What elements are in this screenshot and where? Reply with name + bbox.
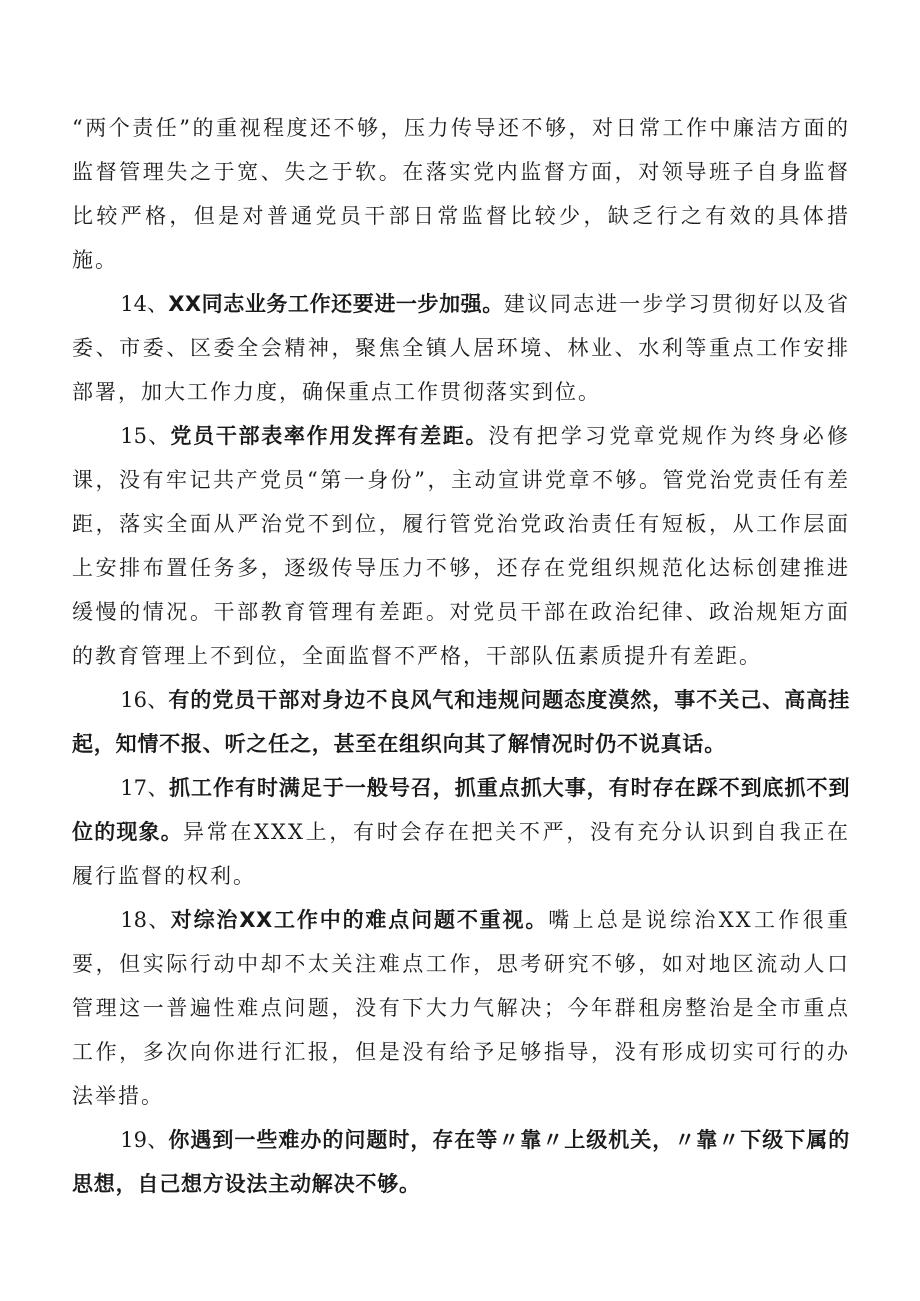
paragraph-body: 嘴上总是说综治XX工作很重要，但实际行动中却不太关注难点工作，思考研究不够，如对地区流动人口管理这一普遍性难点问题，没有下大力气解决；今年群租房整治是全市重点工作，多次向你进行汇报，但是没有给予足够指导，没有形成切实可行的办法举措。	[72, 908, 850, 1108]
paragraph-body: 异常在XXX上，有时会存在把关不严，没有充分认识到自我正在履行监督的权利。	[72, 820, 850, 888]
paragraph-heading: 有的党员干部对身边不良风气和违规问题态度漠然，事不关己、高高挂起，知情不报、听之任之，甚至在组织向其了解情况时仍不说真话。	[72, 688, 850, 756]
paragraph-heading: 抓工作有时满足于一般号召，抓重点抓大事，有时存在踩不到底抓不到位的现象。	[72, 776, 850, 844]
item-number: 16、	[120, 688, 169, 712]
paragraph-heading: XX同志业务工作还要进一步加强。	[168, 292, 504, 316]
paragraph-18	[72, 898, 850, 1118]
paragraph-body: 建议同志进一步学习贯彻好以及省委、市委、区委全会精神，聚焦全镇人居环境、林业、水利等重点工作安排部署，加大工作力度，确保重点工作贯彻落实到位。	[72, 292, 850, 404]
paragraph-15	[72, 414, 850, 678]
paragraph-heading: 你遇到一些难办的问题时，存在等〃靠〃上级机关，〃靠〃下级下属的思想，自己想方设法主动解决不够。	[72, 1128, 850, 1196]
item-number: 17、	[120, 776, 169, 800]
paragraph-14	[72, 282, 850, 414]
item-number: 19、	[120, 1128, 169, 1152]
paragraph-heading: 对综治XX工作中的难点问题不重视。	[170, 908, 549, 932]
paragraph-body: “两个责任”的重视程度还不够，压力传导还不够，对日常工作中廉洁方面的监督管理失之于宽、失之于软。在落实党内监督方面，对领导班子自身监督比较严格，但是对普通党员干部日常监督比较少，缺乏行之有效的具体措施。	[72, 116, 850, 272]
paragraph-19	[72, 1118, 850, 1206]
paragraph-17	[72, 766, 850, 898]
paragraph-13-continuation	[72, 106, 850, 282]
item-number: 18、	[120, 908, 171, 932]
paragraph-heading: 党员干部表率作用发挥有差距。	[170, 424, 489, 448]
paragraph-body: 没有把学习党章党规作为终身必修课，没有牢记共产党员“第一身份”，主动宣讲党章不够。管党治党责任有差距，落实全面从严治党不到位，履行管党治党政治责任有短板，从工作层面上安排布置任务多，逐级传导压力不够，还存在党组织规范化达标创建推进缓慢的情况。干部教育管理有差距。对党员干部在政治纪律、政治规矩方面的教育管理上不到位，全面监督不严格，干部队伍素质提升有差距。	[72, 424, 851, 668]
item-number: 15、	[120, 424, 171, 448]
item-number: 14、	[120, 292, 169, 316]
paragraph-16	[72, 678, 850, 766]
